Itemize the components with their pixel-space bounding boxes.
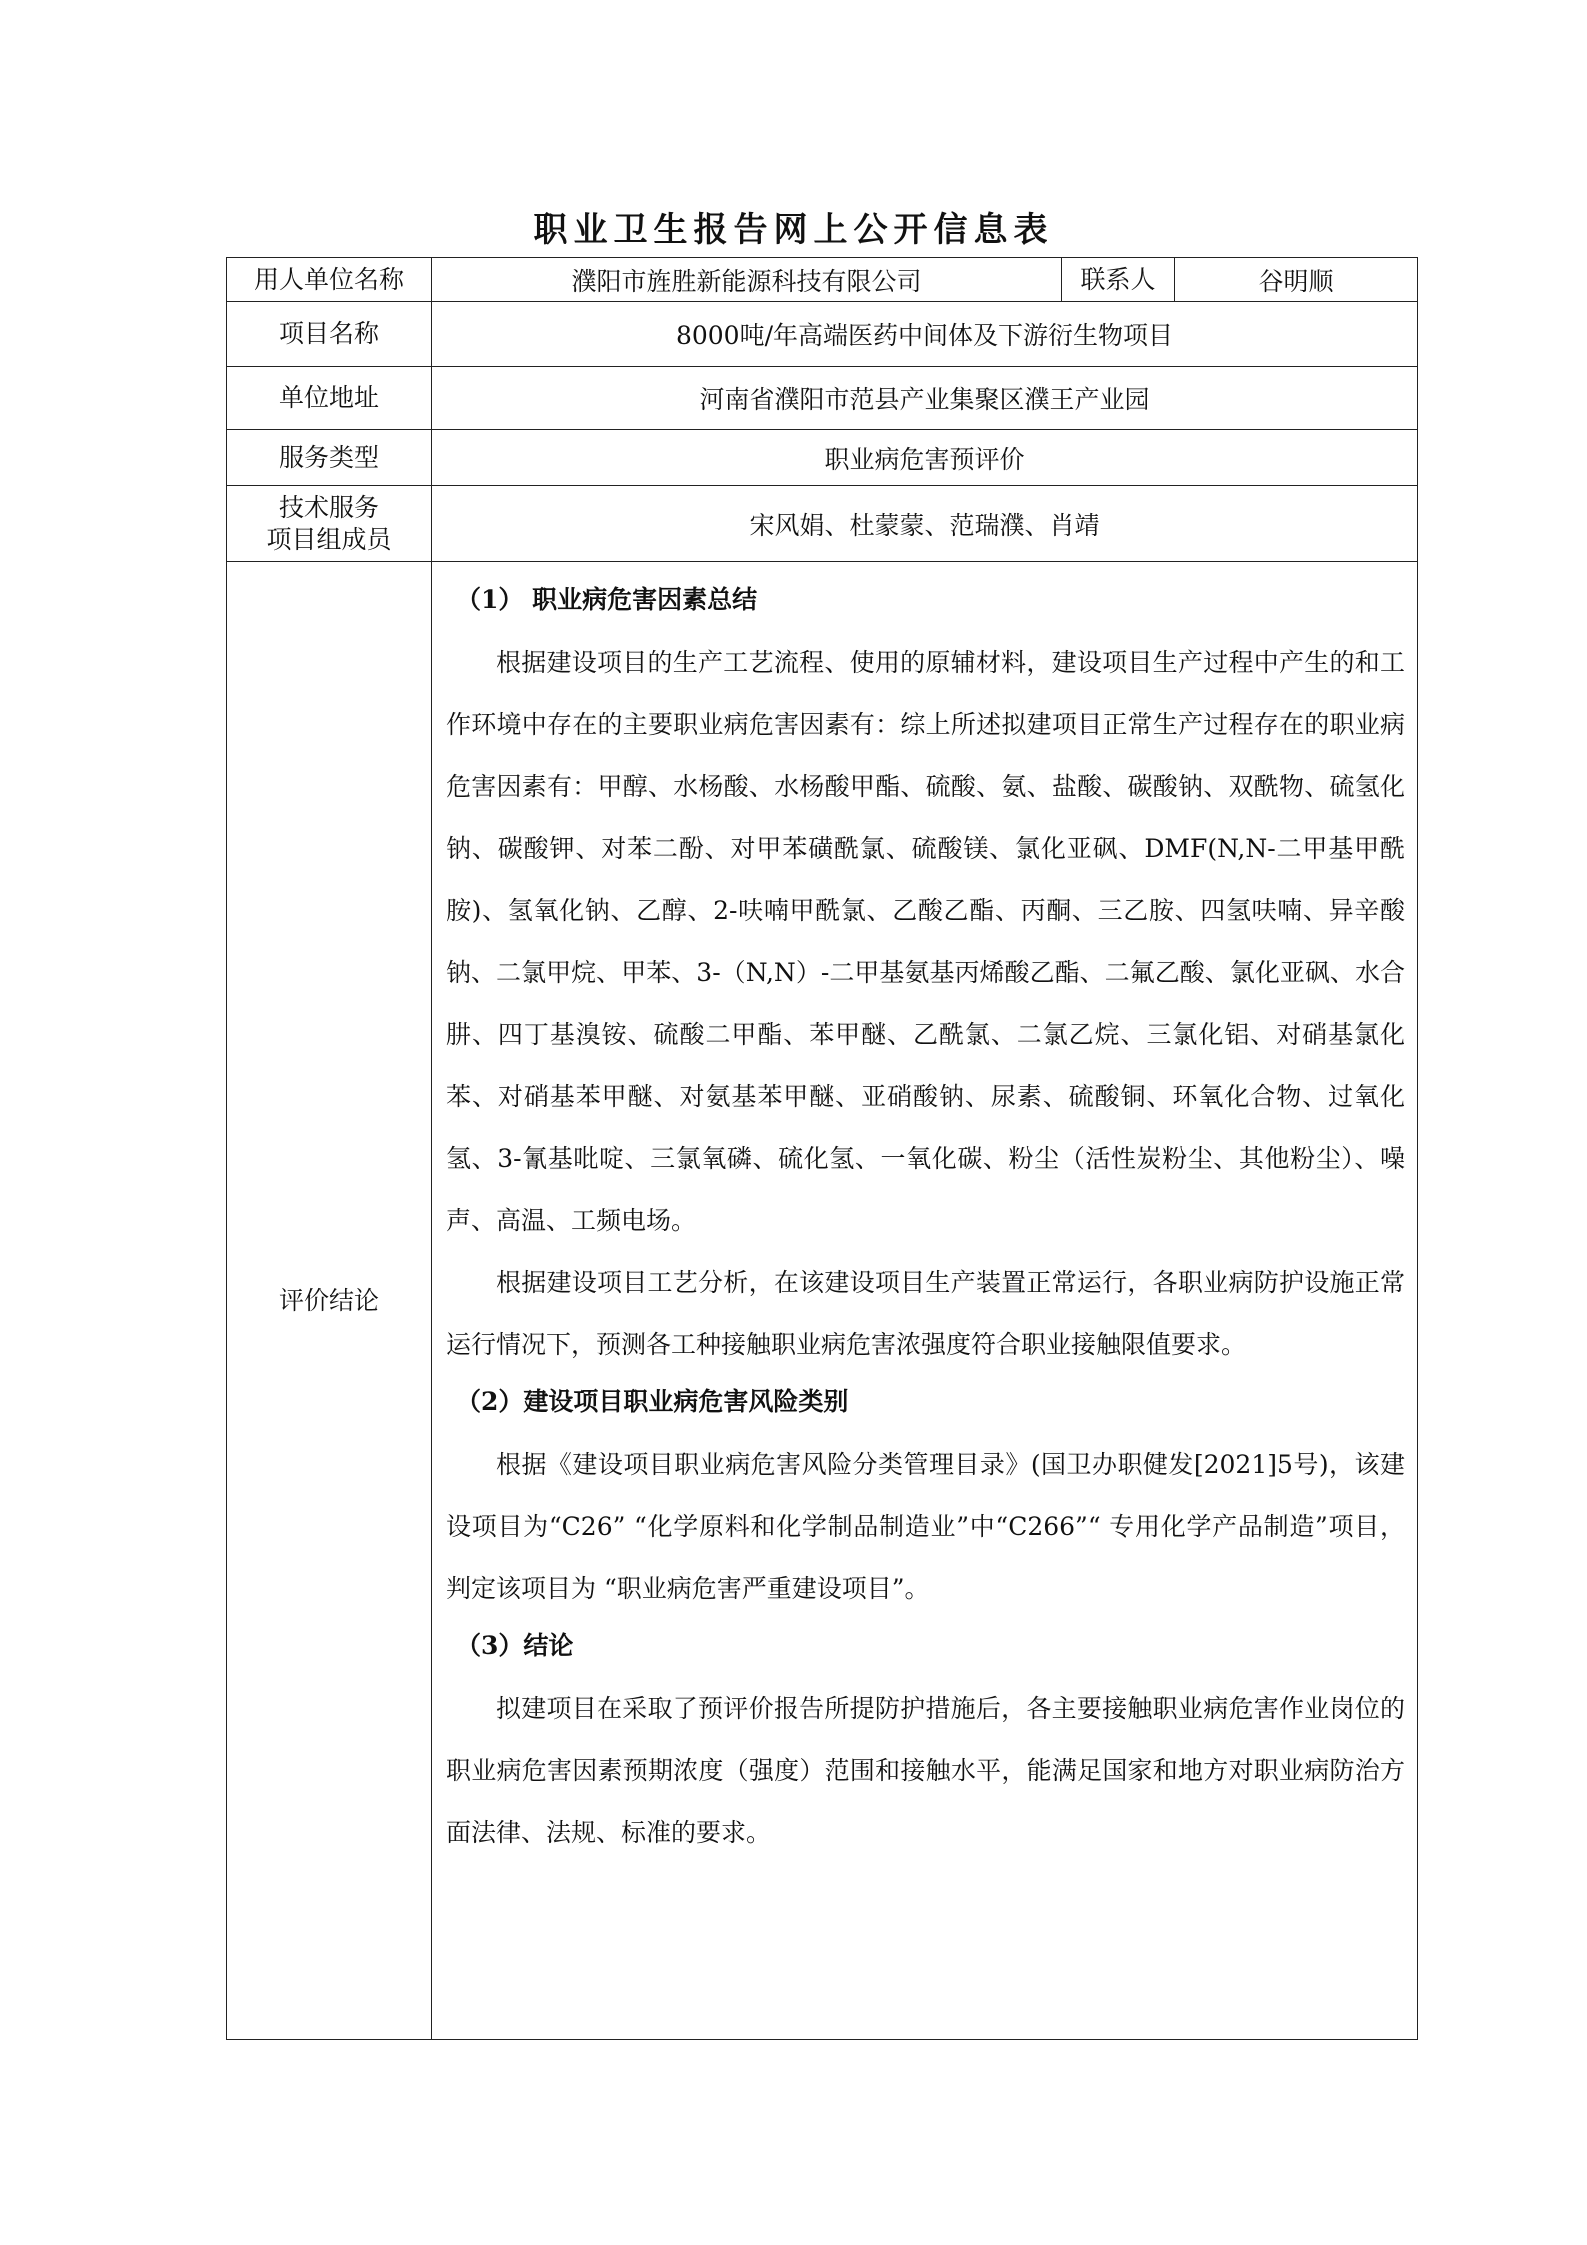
table-row-address bbox=[227, 367, 1418, 430]
employer-value: 濮阳市旌胜新能源科技有限公司 bbox=[432, 258, 1062, 302]
info-table bbox=[226, 257, 1418, 2040]
team-label-line2: 项目组成员 bbox=[266, 524, 392, 554]
team-label bbox=[227, 486, 432, 562]
team-label-line1: 技术服务 bbox=[278, 492, 379, 522]
section-1-paragraph-1: 根据建设项目的生产工艺流程、使用的原辅材料，建设项目生产过程中产生的和工作环境中存在的主要职业病危害因素有：综上所述拟建项目正常生产过程存在的职业病危害因素有：甲醇、水杨酸、水杨酸甲酯、硫酸、氨、盐酸、碳酸钠、双酰物、硫氢化钠、碳酸钾、对苯二酚、对甲苯磺酰氯、硫酸镁、氯化亚砜、DMF(N,N-二甲基甲酰胺)、氢氧化钠、乙醇、2-呋喃甲酰氯、乙酸乙酯、丙酮、三乙胺、四氢呋喃、异辛酸钠、二氯甲烷、甲苯、3-（N,N）-二甲基氨基丙烯酸乙酯、二氟乙酸、氯化亚砜、水合肼、四丁基溴铵、硫酸二甲酯、苯甲醚、乙酰氯、二氯乙烷、三氯化铝、对硝基氯化苯、对硝基苯甲醚、对氨基苯甲醚、亚硝酸钠、尿素、硫酸铜、环氧化合物、过氧化氢、3-氰基吡啶、三氯氧磷、硫化氢、一氧化碳、粉尘（活性炭粉尘、其他粉尘）、噪声、高温、工频电场。 bbox=[446, 648, 1405, 1235]
section-2-heading: （2）建设项目职业病危害风险类别 bbox=[456, 1387, 849, 1416]
project-label: 项目名称 bbox=[227, 302, 432, 367]
contact-label: 联系人 bbox=[1062, 258, 1175, 302]
section-2-paragraph: 根据《建设项目职业病危害风险分类管理目录》(国卫办职健发[2021]5号)，该建设项目为“C26” “化学原料和化学制品制造业”中“C266”“ 专用化学产品制造”项目，判定该项目为 “职业病危害严重建设项目”。 bbox=[446, 1450, 1405, 1603]
section-3-paragraph: 拟建项目在采取了预评价报告所提防护措施后，各主要接触职业病危害作业岗位的职业病危害因素预期浓度（强度）范围和接触水平，能满足国家和地方对职业病防治方面法律、法规、标准的要求。 bbox=[446, 1694, 1405, 1847]
service-label: 服务类型 bbox=[227, 430, 432, 486]
table-row-employer bbox=[227, 258, 1418, 302]
employer-label: 用人单位名称 bbox=[227, 258, 432, 302]
table-row-service bbox=[227, 430, 1418, 486]
document-title: 职业卫生报告网上公开信息表 bbox=[533, 210, 1054, 250]
table-row-conclusion bbox=[227, 562, 1418, 2040]
conclusion-label: 评价结论 bbox=[227, 562, 432, 2040]
conclusion-content bbox=[432, 562, 1418, 2040]
table-row-project bbox=[227, 302, 1418, 367]
table-row-team bbox=[227, 486, 1418, 562]
section-1-heading: （1） 职业病危害因素总结 bbox=[456, 585, 758, 614]
contact-value: 谷明顺 bbox=[1175, 258, 1418, 302]
project-value: 8000吨/年高端医药中间体及下游衍生物项目 bbox=[432, 302, 1418, 367]
team-value: 宋风娟、杜蒙蒙、范瑞濮、肖靖 bbox=[432, 486, 1418, 562]
address-label: 单位地址 bbox=[227, 367, 432, 430]
section-1-paragraph-2: 根据建设项目工艺分析，在该建设项目生产装置正常运行，各职业病防护设施正常运行情况下，预测各工种接触职业病危害浓强度符合职业接触限值要求。 bbox=[446, 1268, 1405, 1359]
service-value: 职业病危害预评价 bbox=[432, 430, 1418, 486]
section-3-heading: （3）结论 bbox=[456, 1631, 574, 1660]
address-value: 河南省濮阳市范县产业集聚区濮王产业园 bbox=[432, 367, 1418, 430]
